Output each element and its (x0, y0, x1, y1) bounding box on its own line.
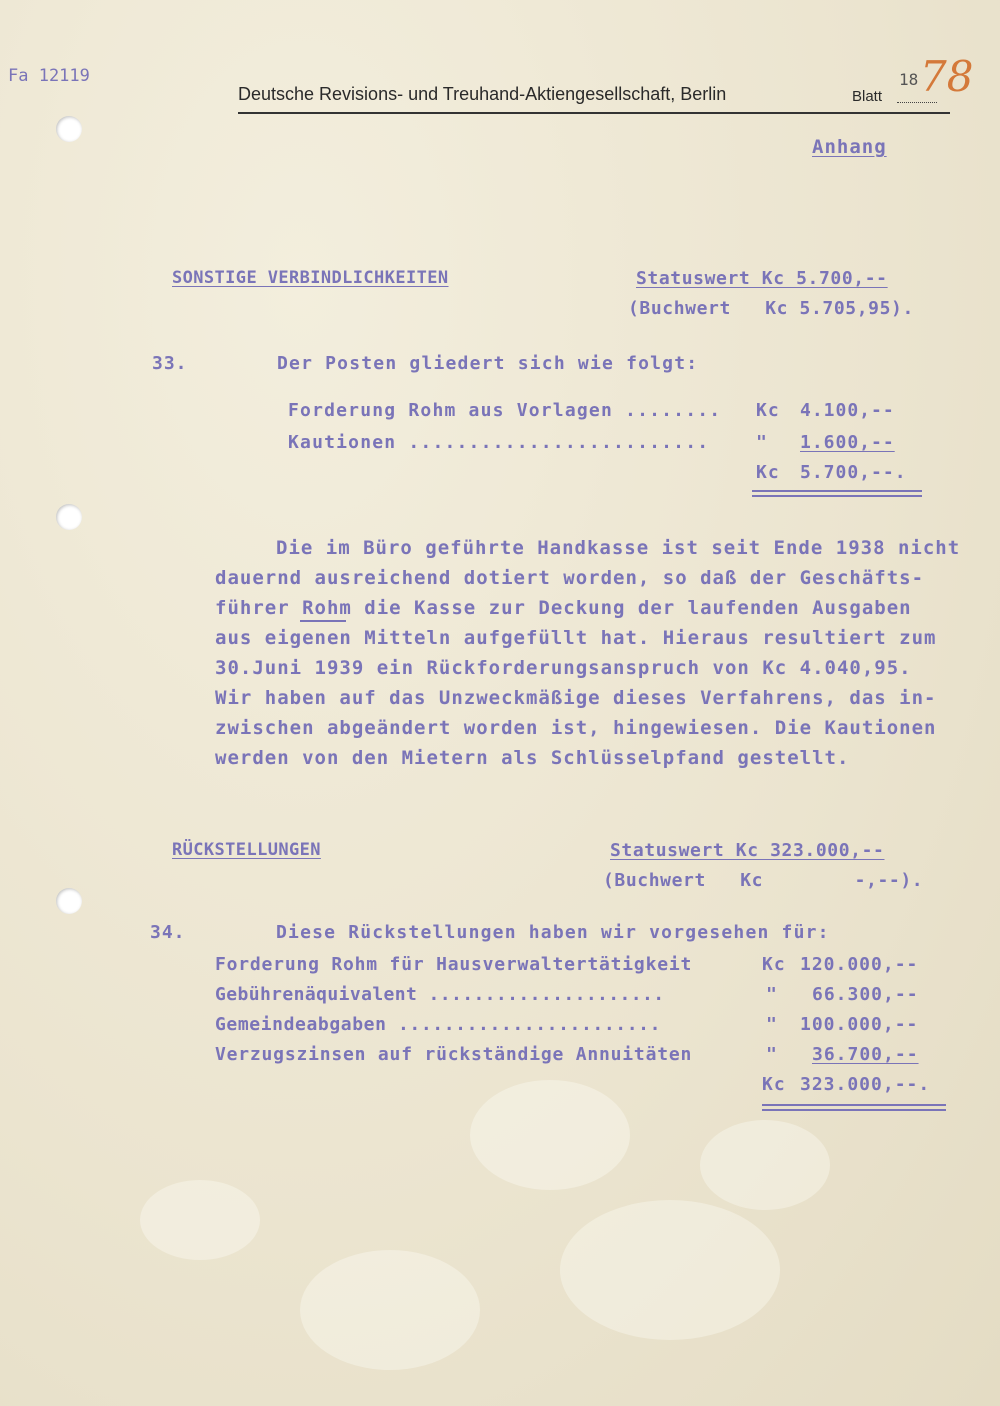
liabilities-total-amount: 5.700,--. (800, 462, 907, 483)
paper-stain (300, 1250, 480, 1370)
paragraph-line: Die im Büro geführte Handkasse ist seit Ende 1938 nicht (276, 537, 961, 559)
section-label: Anhang (812, 136, 887, 158)
provision-item-amount: 66.300,-- (812, 984, 919, 1005)
header-rule (238, 112, 950, 114)
provisions-total-currency: Kc (762, 1074, 786, 1095)
provision-item-amount: 120.000,-- (800, 954, 919, 975)
company-letterhead: Deutsche Revisions- und Treuhand-Aktiengesellschaft, Berlin (238, 84, 727, 104)
paper-stain (140, 1180, 260, 1260)
liabilities-total-double-underline (752, 490, 922, 497)
archive-reference: Fa 12119 (8, 66, 90, 86)
punch-hole (56, 116, 82, 142)
sheet-number-line (897, 102, 937, 103)
provision-item-amount: 100.000,-- (800, 1014, 919, 1035)
liabilities-status-value: Statuswert Kc 5.700,-- (636, 268, 888, 289)
liability-item-amount: 1.600,-- (800, 432, 895, 453)
provision-item-label: Verzugszinsen auf rückständige Annuitäten (215, 1044, 693, 1065)
paragraph-line: dauernd ausreichend dotiert worden, so daß der Geschäfts- (215, 567, 925, 589)
paragraph-line: Wir haben auf das Unzweckmäßige dieses Verfahrens, das in- (215, 687, 937, 709)
provisions-total-double-underline (762, 1104, 946, 1111)
provisions-book-value: (Buchwert Kc -,--). (603, 870, 924, 891)
provisions-number: 34. (150, 922, 186, 943)
liability-item-label: Forderung Rohm aus Vorlagen ........ (288, 400, 722, 421)
paragraph-line: werden von den Mietern als Schlüsselpfand gestellt. (215, 747, 850, 769)
liabilities-total-currency: Kc (756, 462, 780, 483)
liabilities-intro: Der Posten gliedert sich wie folgt: (277, 353, 699, 374)
liability-item-amount: 4.100,-- (800, 400, 895, 421)
sheet-number-handwritten: 78 (920, 52, 974, 101)
paragraph-line: aus eigenen Mitteln aufgefüllt hat. Hieraus resultiert zum (215, 627, 937, 649)
liabilities-number: 33. (152, 353, 188, 374)
punch-hole (56, 504, 82, 530)
provisions-intro: Diese Rückstellungen haben wir vorgesehen für: (276, 922, 830, 943)
provision-item-currency: " (766, 1014, 778, 1035)
sheet-label: Blatt (852, 88, 883, 105)
provision-item-currency: " (766, 1044, 778, 1065)
provisions-status-value: Statuswert Kc 323.000,-- (610, 840, 885, 861)
sheet-number-typed: 18 (899, 70, 919, 89)
paragraph-line: führer Rohm die Kasse zur Deckung der laufenden Ausgaben (215, 597, 912, 619)
rohm-underline (300, 620, 346, 622)
paper-stain (470, 1080, 630, 1190)
punch-hole (56, 888, 82, 914)
provision-item-currency: Kc (762, 954, 786, 975)
paragraph-line: 30.Juni 1939 ein Rückforderungsanspruch von Kc 4.040,95. (215, 657, 912, 679)
provision-item-label: Forderung Rohm für Hausverwaltertätigkeit (215, 954, 693, 975)
liabilities-title: SONSTIGE VERBINDLICHKEITEN (172, 268, 449, 288)
provisions-title: RÜCKSTELLUNGEN (172, 840, 321, 860)
liability-item-label: Kautionen ......................... (288, 432, 710, 453)
provision-item-amount: 36.700,-- (812, 1044, 919, 1065)
provision-item-label: Gemeindeabgaben ....................... (215, 1014, 662, 1035)
liability-item-currency: " (756, 432, 768, 453)
provisions-total-amount: 323.000,--. (800, 1074, 931, 1095)
provision-item-label: Gebührenäquivalent ..................... (215, 984, 665, 1005)
liabilities-book-value: (Buchwert Kc 5.705,95). (628, 298, 914, 319)
paper-stain (700, 1120, 830, 1210)
provision-item-currency: " (766, 984, 778, 1005)
paper-stain (560, 1200, 780, 1340)
paragraph-line: zwischen abgeändert worden ist, hingewiesen. Die Kautionen (215, 717, 937, 739)
liability-item-currency: Kc (756, 400, 780, 421)
